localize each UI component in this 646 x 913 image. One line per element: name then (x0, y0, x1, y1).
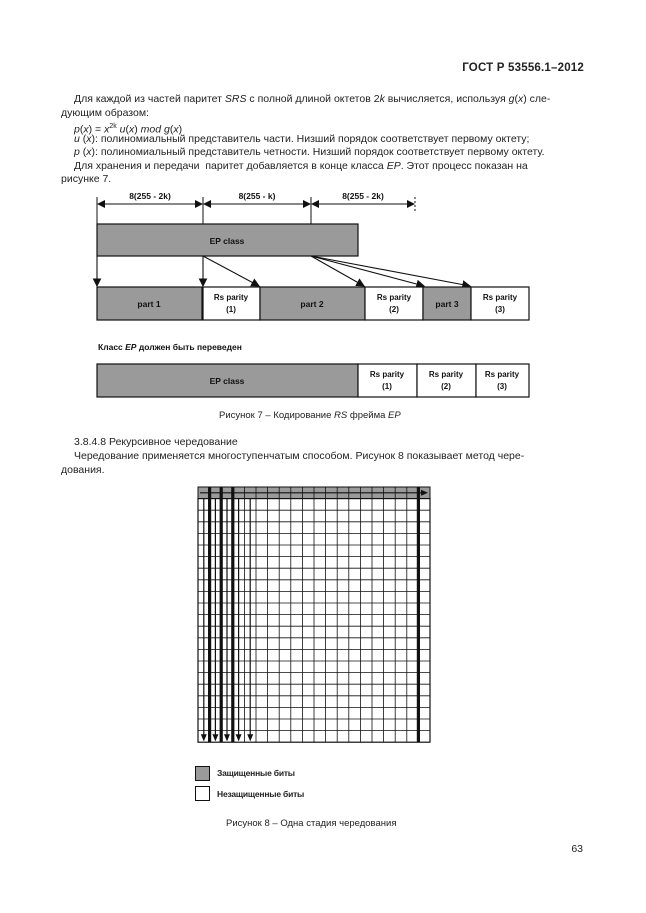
final-ep-class-label: EP class (209, 376, 245, 386)
unprotected-bits-label: Незащищенные биты (217, 789, 305, 799)
paragraph-3-line-1: Чередование применяется многоступенчатым способом. Рисунок 8 показывает метод чере- (74, 450, 525, 462)
formula: $p(x) = x^{2k}$ u(x) mod g(x) (74, 123, 183, 136)
final-rs-parity-3-line2: (3) (497, 382, 507, 391)
rs-parity-2-block (365, 287, 423, 320)
rs-parity-3-block (471, 287, 529, 320)
page-number: 63 (571, 843, 583, 855)
rs-parity-2-line2: (2) (389, 305, 399, 314)
definition-u: u (x): полиномиальный представитель части. Низший порядок соответствует первому октету; (74, 133, 530, 145)
final-rs-parity-1-line1: Rs parity (369, 370, 405, 379)
grid-read-column (417, 487, 420, 742)
rs-parity-3-line1: Rs parity (482, 293, 518, 302)
arrows (97, 256, 470, 286)
grid-read-column (220, 487, 223, 742)
paragraph-1-line-1: Для каждой из частей паритет SRS с полной длиной октетов 2k вычисляется, используя g(x) сле- (74, 93, 551, 105)
document-standard-number: ГОСТ Р 53556.1–2012 (462, 62, 584, 74)
final-rs-parity-3 (476, 364, 529, 397)
parts-row (97, 287, 529, 320)
part-2-label: part 2 (300, 299, 324, 309)
final-rs-parity-3-line1: Rs parity (484, 370, 520, 379)
protected-bits-label: Защищенные биты (217, 768, 295, 778)
figure-7-note: Класс EP должен быть переведен (98, 342, 242, 352)
figure-7-caption: Рисунок 7 – Кодирование RS фрейма EP (219, 410, 401, 421)
definition-p: p (x): полиномиальный представитель четности. Низший порядок соответствует первому октету. (74, 146, 545, 158)
final-rs-parity-2-line1: Rs parity (428, 370, 464, 379)
dimension-lines (97, 197, 415, 224)
paragraph-3-line-2: дования. (61, 464, 105, 476)
paragraph-2-line-1: Для хранения и передачи паритет добавляется в конце класса EP. Этот процесс показан на (74, 160, 528, 172)
rs-parity-1-line1: Rs parity (213, 293, 249, 302)
dimension-label-3: 8(255 - 2k) (342, 191, 384, 201)
final-rs-parity-1 (358, 364, 417, 397)
dimension-label-2: 8(255 - k) (238, 191, 276, 201)
final-rs-parity-1-line2: (1) (382, 382, 392, 391)
figure-8-caption: Рисунок 8 – Одна стадия чередования (226, 818, 397, 829)
part-3-label: part 3 (435, 299, 459, 309)
final-rs-parity-2-line2: (2) (441, 382, 451, 391)
grid-read-column (231, 487, 234, 742)
figure-7-diagram (60, 186, 600, 426)
rs-parity-1-block (203, 287, 260, 320)
unprotected-bits-swatch (195, 786, 210, 801)
rs-parity-1-line2: (1) (226, 305, 236, 314)
section-heading: 3.8.4.8 Рекурсивное чередование (74, 436, 238, 448)
paragraph-1-line-2: дующим образом: (61, 107, 149, 119)
ep-class-label: EP class (209, 236, 245, 246)
final-row (97, 364, 529, 397)
figure-8-interleaving-grid (190, 483, 446, 758)
part-1-label: part 1 (137, 299, 161, 309)
paragraph-2-line-2: рисунке 7. (61, 173, 112, 185)
rs-parity-3-line2: (3) (495, 305, 505, 314)
final-rs-parity-2 (417, 364, 476, 397)
dimension-label-1: 8(255 - 2k) (129, 191, 171, 201)
grid-read-column (208, 487, 211, 742)
protected-bits-swatch (195, 766, 210, 781)
rs-parity-2-line1: Rs parity (376, 293, 412, 302)
